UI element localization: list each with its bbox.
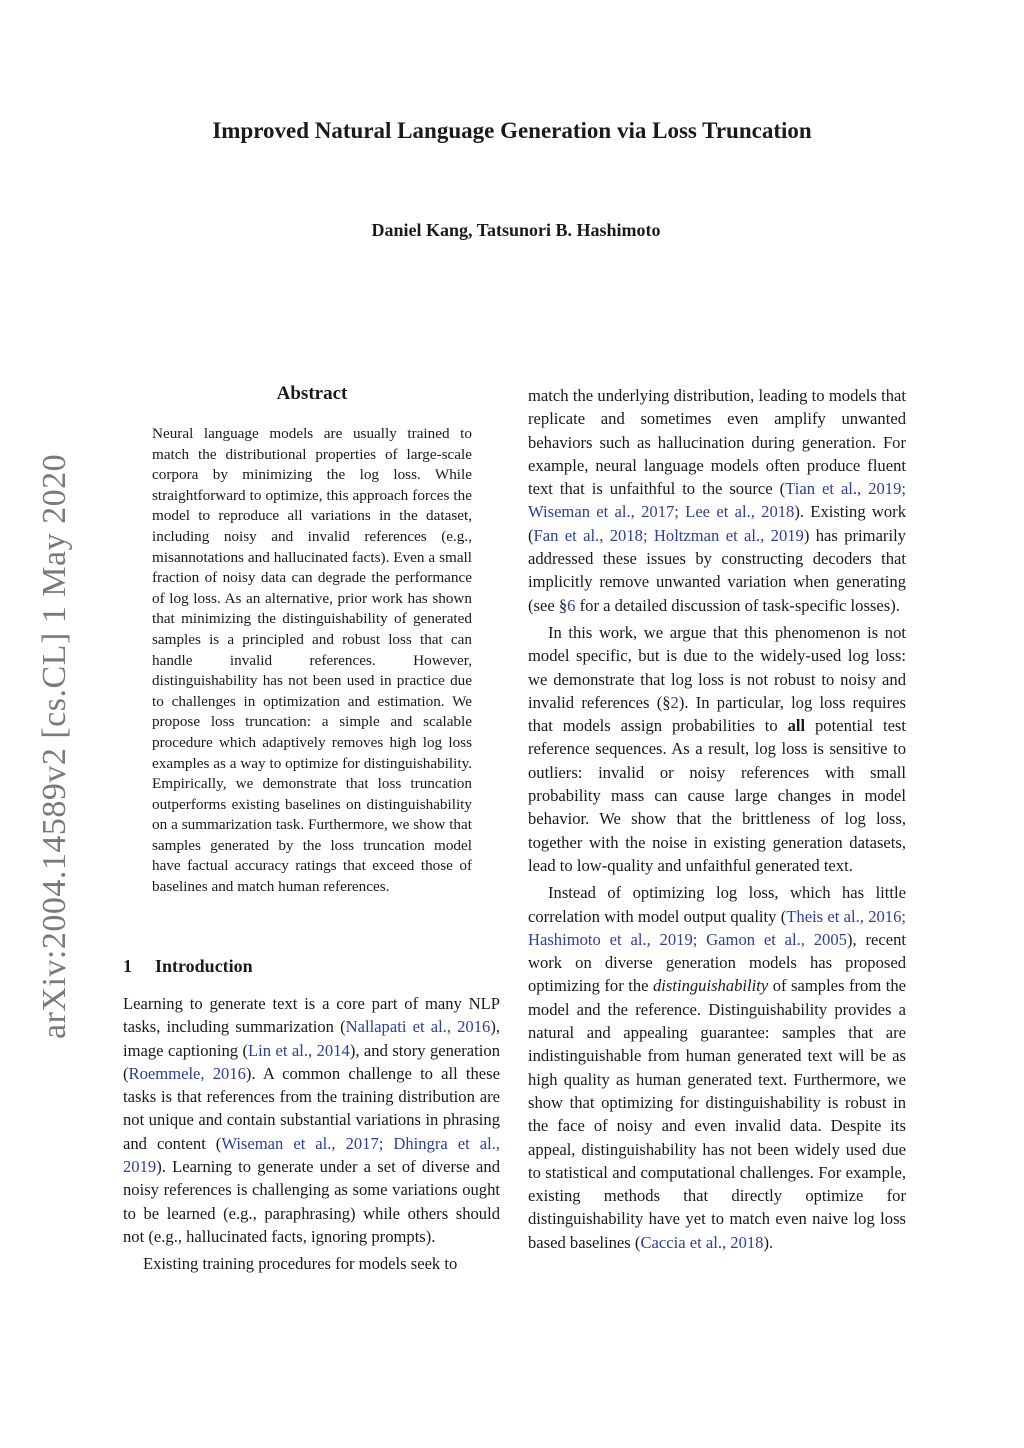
intro-paragraph-2-continued	[528, 384, 906, 617]
paper-authors: Daniel Kang, Tatsunori B. Hashimoto	[371, 220, 661, 240]
intro-paragraph-2: Existing training procedures for models seek to	[143, 1254, 458, 1274]
text-run: ), image captioning (	[123, 1017, 500, 1060]
section-ref-link[interactable]: 6	[567, 595, 576, 615]
intro-paragraph-3	[528, 621, 906, 877]
section-ref-link[interactable]: 2	[670, 692, 679, 712]
text-run: ). In particular, log loss requires that models assign probabilities to	[528, 692, 906, 736]
intro-paragraph-4	[528, 881, 906, 1254]
text-run: ). A common challenge to all these tasks is that references from the training distribution are not unique and contain substantial variations in phrasing and content (	[123, 1063, 500, 1153]
citation-link[interactable]: Lin et al., 2014	[248, 1040, 350, 1060]
abstract-text: Neural language models are usually trained to match the distributional properties of large-scale corpora by minimizing the log loss. While straightforward to optimize, this approach forces the model to reproduce all variations in the dataset, including noisy and invalid references (e.g., misannotations and hallucinated facts). Even a small fraction of noisy data can degrade the performance of log loss. As an alternative, prior work has shown that minimizing the distinguishability of generated samples is a principled and robust loss that can handle invalid references. However, distinguishability has not been used in practice due to challenges in optimization and estimation. We propose loss truncation: a simple and scalable procedure which adaptively removes high log loss examples as a way to optimize for distinguishability. Empirically, we demonstrate that loss truncation outperforms existing baselines on distinguishability on a summarization task. Furthermore, we show that samples generated by the loss truncation model have factual accuracy ratings that exceed those of baselines and match human references.	[152, 425, 472, 896]
section-heading-introduction	[123, 956, 253, 977]
citation-link[interactable]: Roemmele, 2016	[128, 1063, 246, 1083]
intro-paragraph-1	[123, 992, 500, 1248]
citation-link[interactable]: Caccia et al., 2018	[640, 1232, 764, 1252]
text-run: Learning to generate text is a core part of many NLP tasks, including summarization (	[123, 994, 500, 1037]
citation-link[interactable]: Wiseman et al., 2017; Dhingra et al., 2019	[123, 1133, 500, 1177]
text-run: ), recent work on diverse generation models has proposed optimizing for the	[528, 929, 906, 996]
text-run: for a detailed discussion of task-specific losses).	[575, 595, 900, 615]
citation-link[interactable]: Fan et al., 2018; Holtzman et al., 2019	[533, 525, 804, 545]
text-run: ) has primarily addressed these issues by constructing decoders that implicitly remove unwanted variation when generating (see §	[528, 525, 906, 615]
text-run: ). Learning to generate under a set of diverse and noisy references is challenging as some variations ought to be learned (e.g., paraphrasing) while others should not (e.g., hallucinated facts, ignoring prompts).	[123, 1157, 500, 1246]
bold-text: all	[787, 716, 806, 736]
arxiv-identifier: arXiv:2004.14589v2 [cs.CL] 1 May 2020	[36, 453, 73, 1039]
text-run: potential test reference sequences. As a result, log loss is sensitive to outliers: invalid or noisy references with small probability mass can cause large changes in model behavior. We show that the brittleness of log loss, together with the noise in existing generation datasets, lead to low-quality and unfaithful generated text.	[528, 716, 907, 875]
paper-title: Improved Natural Language Generation via Loss Truncation	[212, 118, 812, 143]
text-run: ), and story generation (	[123, 1040, 500, 1083]
text-run: match the underlying distribution, leading to models that replicate and sometimes even amplify unwanted behaviors such as hallucination during generation. For example, neural language models often produce fluent text that is unfaithful to the source (	[528, 386, 906, 499]
text-run: In this work, we argue that this phenomenon is not model specific, but is due to the widely-used log loss: we demonstrate that log loss is not robust to noisy and invalid references (§	[528, 622, 906, 712]
text-run: ). Existing work (	[528, 502, 907, 545]
text-run: ).	[763, 1232, 774, 1252]
section-number: 1	[123, 956, 132, 976]
italic-text: distinguishability	[653, 976, 769, 996]
right-column	[528, 384, 906, 1254]
citation-link[interactable]: Tian et al., 2019; Wiseman et al., 2017; Lee et al., 2018	[528, 479, 906, 522]
abstract-heading: Abstract	[276, 383, 348, 404]
citation-link[interactable]: Theis et al., 2016; Hashimoto et al., 2019; Gamon et al., 2005	[528, 906, 907, 949]
section-title: Introduction	[155, 956, 253, 976]
text-run: Instead of optimizing log loss, which has little correlation with model output quality (	[528, 883, 906, 926]
left-column	[123, 992, 500, 1276]
citation-link[interactable]: Nallapati et al., 2016	[345, 1017, 491, 1037]
text-run: of samples from the model and the reference. Distinguishability provides a natural and appealing guarantee: samples that are indistinguishable from human generated text will be as high quality as human generated text. Furthermore, we show that optimizing for distinguishability is robust in the face of noisy and even invalid data. Despite its appeal, distinguishability has not been widely used due to statistical and computational challenges. For example, existing methods that directly optimize for distinguishability have yet to match even naive log loss based baselines (	[528, 976, 907, 1252]
